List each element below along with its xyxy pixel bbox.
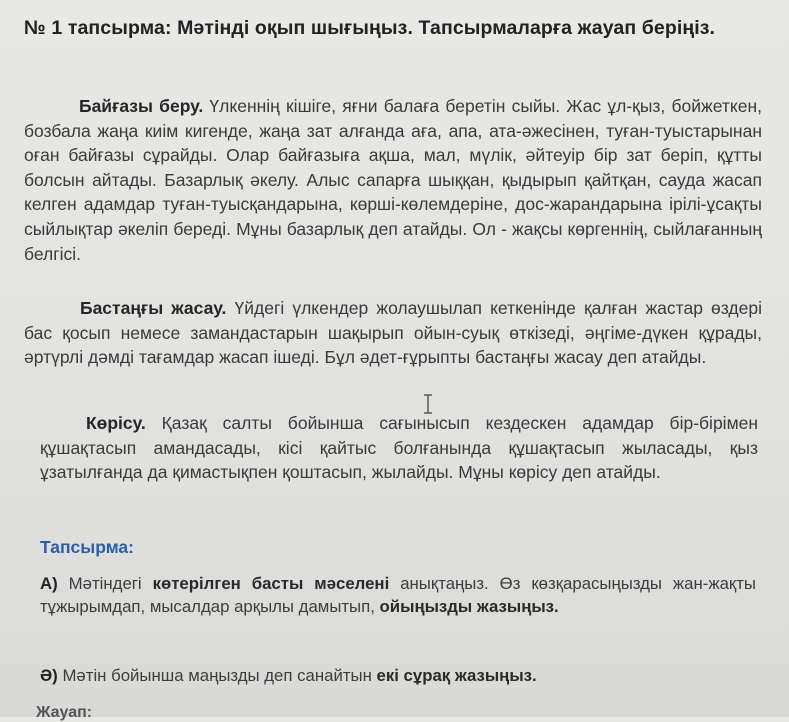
paragraph-body: Қазақ салты бойынша сағынысып кездескен адамдар бір-бірімен құшақтасып амандасады, кісі қайтыс болғанында құшақтасып жыласады, қыз ұзатылғанда да қимастықпен қоштасып, жылайды. Мұны көрісу деп атайды. <box>40 413 758 483</box>
question-emphasis: екі сұрақ жазыңыз. <box>376 666 537 685</box>
paragraph-body: Үйдегі үлкендер жолаушылап кеткенінде қалған жастар өздері бас қосып немесе замандастарын шақырып ойын-суық өткізеді, әңгіме-дүкен құрады, әртүрлі дәмді тағамдар жасап ішеді. Бұл әдет-ғұрыпты бастаңғы жасау деп атайды. <box>24 298 762 368</box>
question-emphasis: көтерілген басты мәселені <box>152 574 390 593</box>
question-a <box>40 572 756 618</box>
paragraph-body: Үлкеннің кішіге, яғни балаға беретін сыйы. Жас ұл-қыз, бойжеткен, бозбала жаңа киім кигенде, жаңа зат алғанда аға, апа, ата-әжесінен, туған-туыстарынан оған байғазы сұрайды. Олар байғазыға ақша, мал, мүлік, әйтеуір бір зат беріп, құтты болсын айтады. Базарлық әкелу. Алыс сапарға шыққан, қыдырып қайтқан, сауда жасап келген адамдар туған-туысқандарына, көрші-көлемдеріне, дос-жарандарына ірілі-ұсақты сыйлықтар әкеліп береді. Мұны базарлық деп атайды. Ол - жақсы көргеннің, сыйлағанның белгісі. <box>24 96 763 264</box>
text-cursor-icon <box>422 394 434 414</box>
question-marker: Ә) <box>40 666 58 685</box>
question-text: анықтаңыз. Өз көзқарасыңызды жан-жақты тұжырымдап, мысалдар арқылы дамытып, <box>40 574 756 616</box>
paragraph-heading: Байғазы беру. <box>79 96 204 116</box>
paragraph-heading: Бастаңғы жасау. <box>80 298 227 318</box>
question-text: Мәтін бойынша маңызды деп санайтын <box>57 666 377 685</box>
task-title: № 1 тапсырма: Мәтінді оқып шығыңыз. Тапсырмаларға жауап беріңіз. <box>24 17 716 39</box>
answer-label: Жауап: <box>36 704 93 721</box>
question-emphasis: ойыңызды жазыңыз. <box>379 597 559 616</box>
paragraph-heading: Көрісу. <box>86 413 146 433</box>
question-text: Мәтіндегі <box>57 574 153 593</box>
paragraph-korisu <box>40 411 758 485</box>
question-marker: А) <box>40 574 58 593</box>
paragraph-baigazy <box>24 94 762 266</box>
task-label: Тапсырма: <box>40 537 134 557</box>
paragraph-bastangy <box>24 296 762 370</box>
question-b <box>40 664 756 687</box>
